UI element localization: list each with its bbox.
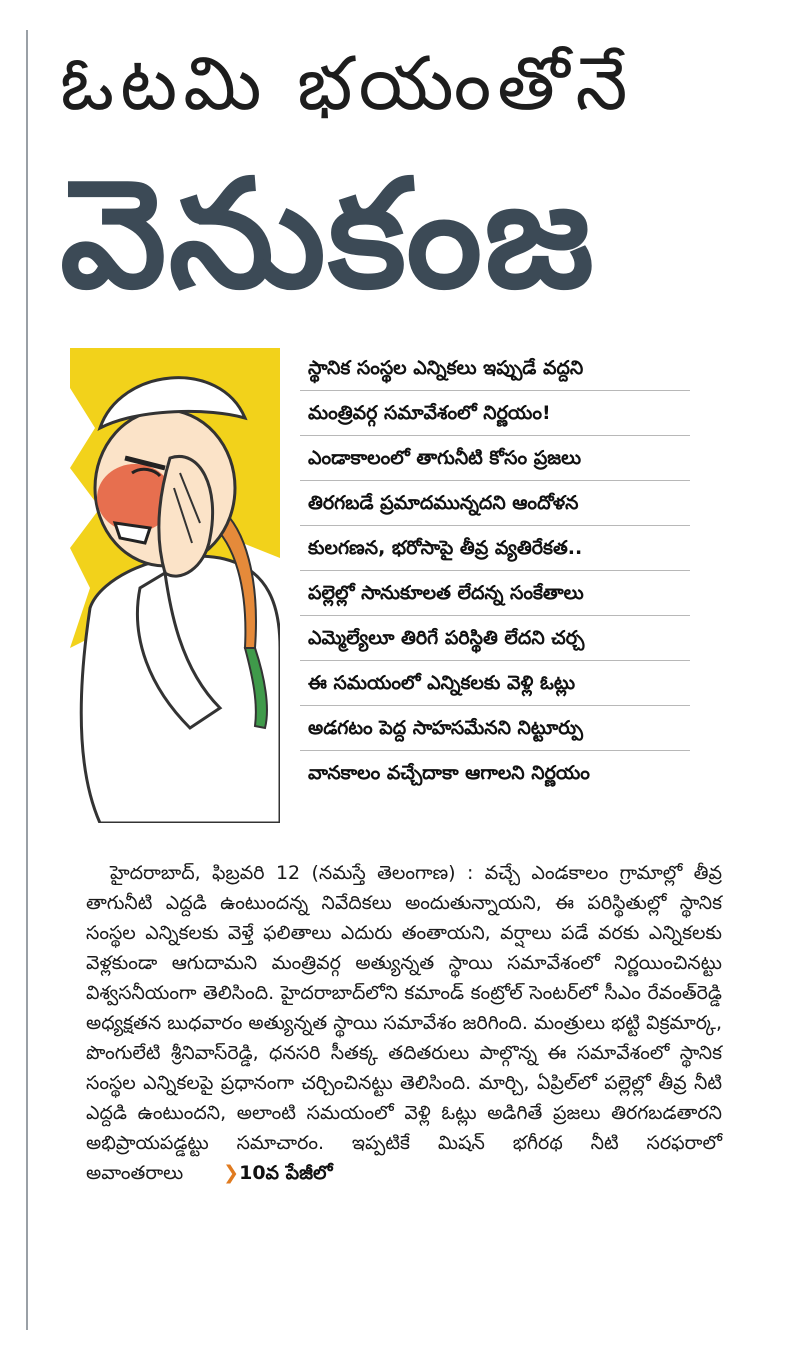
highlight-item: వానకాలం వచ్చేదాకా ఆగాలని నిర్ణయం — [308, 762, 590, 784]
continued-on-page[interactable] — [223, 1162, 332, 1184]
highlight-item: కులగణన, భరోసాపై తీవ్ర వ్యతిరేకత.. — [300, 526, 690, 571]
highlight-item: అడగటం పెద్ద సాహసమేనని నిట్టూర్పు — [300, 706, 690, 751]
highlight-item: తిరగబడే ప్రమాదమున్నదని ఆందోళన — [300, 481, 690, 526]
headline-main: వెనుకంజ — [60, 148, 596, 322]
article-paragraph: హైదరాబాద్, ఫిబ్రవరి 12 (నమస్తే తెలంగాణ) : వచ్చే ఎండకాలం గ్రామాల్లో తీవ్ర తాగునీటి ఎద్దడి ఉంటుందన్న నివేదికలు అందుతున్నాయని, ఈ పరిస్థితుల్లో స్థానిక సంస్థల ఎన్నికలకు వెళ్తే ఫలితాలు ఎదురు తంతాయని, వర్షాలు పడే వరకు ఎన్నికలకు వెళ్లకుండా ఆగుదామని మంత్రివర్గ అత్యున్నత స్థాయి సమావేశంలో నిర్ణయించినట్టు విశ్వసనీయంగా తెలిసింది. హైదరాబాద్‌లోని కమాండ్ కంట్రోల్ సెంటర్‌లో సీఎం రేవంత్‌రెడ్డి అధ్యక్షతన బుధవారం అత్యున్నత స్థాయి సమావేశం జరిగింది. మంత్రులు భట్టి విక్రమార్క, పొంగులేటి శ్రీనివాస్‌రెడ్డి, ధనసరి సీతక్క తదితరులు పాల్గొన్న ఈ సమావేశంలో స్థానిక సంస్థల ఎన్నికలపై ప్రధానంగా చర్చించినట్టు తెలిసింది. మార్చి, ఏప్రిల్‌లో పల్లెల్లో తీవ్ర నీటి ఎద్దడి ఉంటుందని, అలాంటి సమయంలో వెళ్లి ఓట్లు అడిగితే ప్రజలు తిరగబడతారని అభిప్రాయపడ్డట్టు సమాచారం. ఇప్పటికే మిషన్ భగీరథ నీటి సరఫరాలో అవాంతరాలు — [86, 862, 722, 1184]
highlight-item: మంత్రివర్గ సమావేశంలో నిర్ణయం! — [300, 391, 690, 436]
article-body — [86, 858, 722, 1188]
continued-label: 10వ పేజీలో — [239, 1162, 333, 1184]
highlight-item: ఈ సమయంలో ఎన్నికలకు వెళ్లి ఓట్లు — [300, 661, 690, 706]
highlight-item: ఎండాకాలంలో తాగునీటి కోసం ప్రజలు — [300, 436, 690, 481]
headline-kicker: ఓటమి భయంతోనే — [60, 41, 634, 127]
highlight-item: ఎమ్మెల్యేలూ తిరిగే పరిస్థితి లేదని చర్చ — [300, 616, 690, 661]
cartoon-illustration — [70, 348, 280, 823]
cartoon-hand — [159, 456, 213, 576]
chevron-right-icon: ❯ — [223, 1162, 240, 1184]
highlight-item: స్థానిక సంస్థల ఎన్నికలు ఇప్పుడే వద్దని — [300, 346, 690, 391]
highlights-list — [300, 346, 690, 795]
highlight-item: పల్లెల్లో సానుకూలత లేదన్న సంకేతాలు — [300, 571, 690, 616]
column-rule — [26, 30, 28, 1330]
